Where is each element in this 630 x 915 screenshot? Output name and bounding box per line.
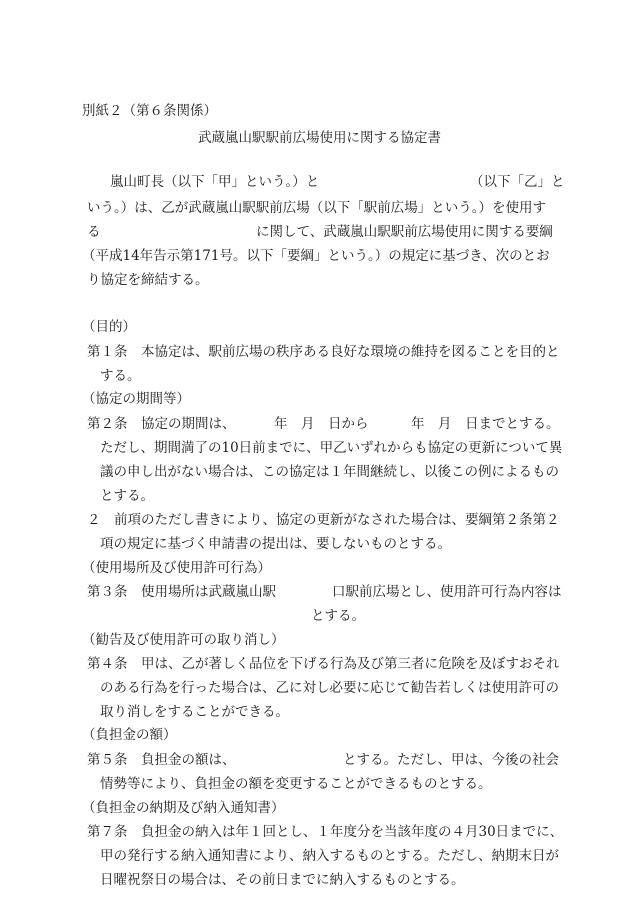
article-5-heading: （負担金の額） (82, 727, 177, 743)
article-2-line-1b: 年 月 日から (274, 416, 369, 432)
article-2-para-2-line-2: 項の規定に基づく申請書の提出は、要しないものとする。 (100, 536, 451, 552)
article-1-line-1: 第１条 本協定は、駅前広場の秩序ある良好な環境の維持を図ることを目的と (87, 344, 560, 360)
article-4-line-1: 第４条 甲は、乙が著しく品位を下げる行為及び第三者に危険を及ぼすおそれ (87, 656, 560, 672)
article-7-line-3: 日曜祝祭日の場合は、その前日までに納入するものとする。 (100, 872, 465, 888)
article-1-heading: （目的） (82, 319, 136, 335)
article-2-line-4: とする。 (100, 488, 154, 504)
preamble-line-2: いう。）は、乙が武蔵嵐山駅駅前広場（以下「駅前広場」という。）を使用す (87, 200, 546, 216)
article-7-heading: （負担金の納期及び納入通知書） (82, 800, 285, 816)
article-5-line-1b: とする。ただし、甲は、今後の社会 (343, 752, 559, 768)
article-2-line-1a: 第２条 協定の期間は、 (87, 416, 236, 432)
article-3-line-1a: 第３条 使用場所は武蔵嵐山駅 (87, 584, 276, 600)
article-5-line-2: 情勢等により、負担金の額を変更することができるものとする。 (100, 776, 492, 792)
article-4-heading: （勧告及び使用許可の取り消し） (82, 632, 285, 648)
article-4-line-3: 取り消しをすることができる。 (100, 704, 289, 720)
preamble-line-4: （平成14年告示第171号。以下「要綱」という。）の規定に基づき、次のとお (82, 248, 550, 264)
article-7-line-2: 甲の発行する納入通知書により、納入するものとする。ただし、納期末日が (100, 848, 559, 864)
article-1-line-2: する。 (100, 368, 141, 384)
article-2-para-2-line-1: ２ 前項のただし書きにより、協定の更新がなされた場合は、要綱第２条第２ (87, 512, 560, 528)
article-3-heading: （使用場所及び使用許可行為） (82, 560, 271, 576)
document-title: 武蔵嵐山駅駅前広場使用に関する協定書 (198, 130, 441, 146)
article-7-line-1: 第７条 負担金の納入は年１回とし、１年度分を当該年度の４月30日までに、 (87, 824, 564, 840)
article-2-heading: （協定の期間等） (82, 391, 190, 407)
preamble-line-3a: る (87, 224, 101, 240)
preamble-line-3b: に関して、武蔵嵐山駅駅前広場使用に関する要綱 (256, 224, 553, 240)
article-3-line-2: とする。 (311, 608, 365, 624)
preamble-line-1b: （以下「乙」と (470, 174, 565, 190)
annex-label: 別紙２（第６条関係） (82, 103, 217, 119)
preamble-line-1a: 嵐山町長（以下「甲」という。）と (110, 174, 320, 190)
article-4-line-2: のある行為を行った場合は、乙に対し必要に応じて勧告若しくは使用許可の (100, 680, 559, 696)
article-3-line-1b: 口駅前広場とし、使用許可行為内容は (332, 584, 562, 600)
article-5-line-1a: 第５条 負担金の額は、 (87, 752, 236, 768)
article-2-line-3: 議の申し出がない場合は、この協定は１年間継続し、以後この例によるもの (100, 464, 559, 480)
article-2-line-1c: 年 月 日までとする。 (411, 416, 560, 432)
article-2-line-2: ただし、期間満了の10日前までに、甲乙いずれからも協定の更新について異 (100, 440, 563, 456)
preamble-line-5: り協定を締結する。 (87, 272, 209, 288)
